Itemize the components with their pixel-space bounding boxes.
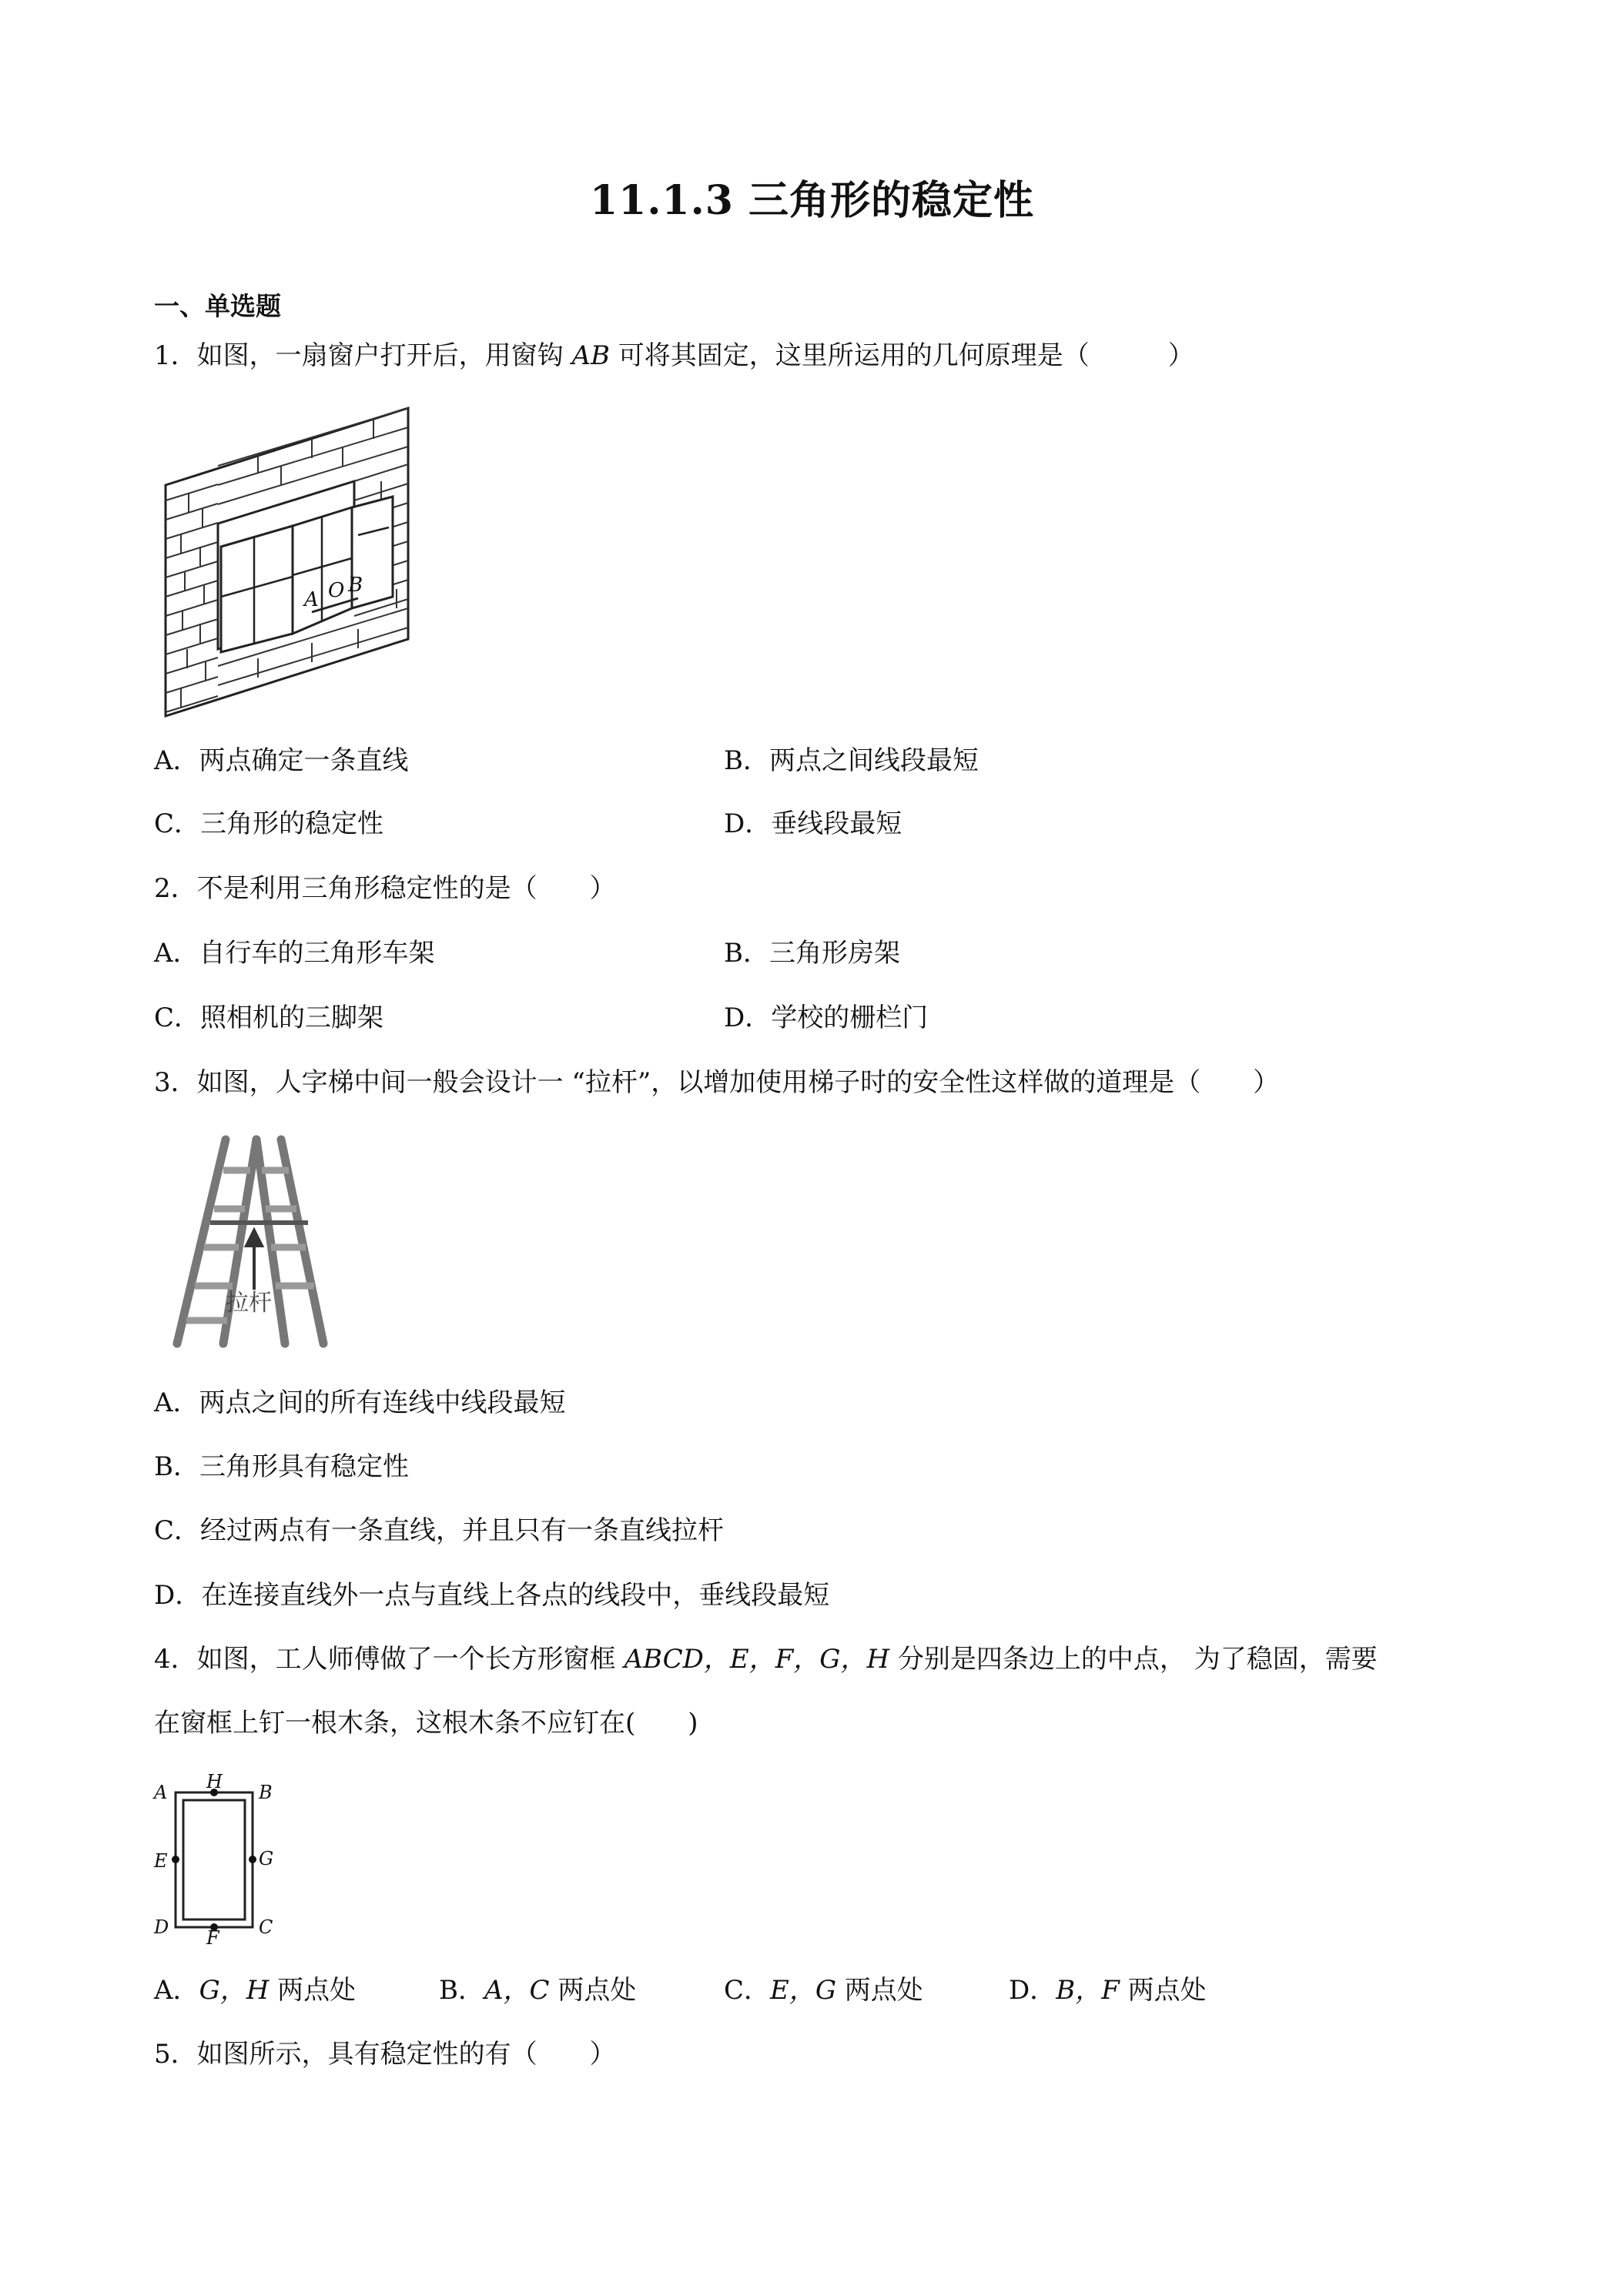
q4-option-a-letter: A． (154, 1975, 199, 2006)
q4-label-c: C (259, 1916, 273, 1938)
q2-option-b: B．三角形房架 (724, 938, 900, 969)
q3-option-b: B．三角形具有稳定性 (154, 1451, 409, 1482)
q4-option-d-vars: B，F (1056, 1975, 1120, 2006)
q2-option-c: C．照相机的三脚架 (154, 1002, 384, 1033)
q4-label-g: G (259, 1848, 274, 1869)
q4-option-b-vars: A，C (484, 1975, 550, 2006)
q1-option-d: D．垂线段最短 (724, 808, 902, 839)
q3-ladder-figure (166, 1132, 343, 1355)
q1-stem-post: 可将其固定，这里所运用的几何原理是（ ） (610, 340, 1194, 371)
q4-option-a (154, 1973, 356, 2007)
question-4-stem-line-1 (154, 1642, 1378, 1676)
q4-option-c-letter: C． (724, 1975, 771, 2006)
page-title: 11.1.3 三角形的稳定性 (589, 177, 1035, 224)
q4-option-d-text: 两点处 (1119, 1975, 1207, 2006)
q2-option-a: A．自行车的三角形车架 (154, 938, 435, 969)
q4-option-b-letter: B． (439, 1975, 484, 2006)
q4-option-c-vars: E，G (770, 1975, 836, 2006)
q1-label-b: B (348, 574, 363, 597)
q4-label-e: E (154, 1850, 168, 1872)
question-1-stem (154, 339, 1194, 373)
q2-option-d: D．学校的栅栏门 (724, 1002, 929, 1033)
q4-label-f: F (206, 1927, 219, 1944)
question-3-stem: 3．如图，人字梯中间一般会设计一 “拉杆”，以增加使用梯子时的安全性这样做的道理是（ ） (154, 1067, 1280, 1098)
q3-option-c: C．经过两点有一条直线，并且只有一条直线拉杆 (154, 1515, 725, 1546)
q1-label-o: O (328, 579, 345, 602)
q3-option-a: A．两点之间的所有连线中线段最短 (154, 1387, 566, 1418)
q4-option-c (724, 1973, 923, 2007)
q1-stem-var: AB (571, 340, 610, 371)
question-5-stem: 5．如图所示，具有稳定性的有（ ） (154, 2039, 616, 2070)
q3-option-d: D．在连接直线外一点与直线上各点的线段中，垂线段最短 (154, 1580, 830, 1611)
q4-option-c-text: 两点处 (836, 1975, 923, 2006)
q4-stem-vars: ABCD，E，F，G，H (624, 1644, 890, 1675)
q1-stem-pre: 1．如图，一扇窗户打开后，用窗钩 (154, 340, 572, 371)
q4-label-d: D (154, 1916, 169, 1938)
q1-label-a: A (304, 588, 319, 611)
q4-label-a: A (154, 1782, 168, 1803)
q3-figure-label: 拉杆 (226, 1290, 272, 1317)
question-2-stem: 2．不是利用三角形稳定性的是（ ） (154, 873, 616, 904)
q1-window-figure (158, 404, 424, 721)
q4-stem-pre: 4．如图，工人师傅做了一个长方形窗框 (154, 1644, 624, 1675)
q4-option-a-text: 两点处 (269, 1975, 357, 2006)
q1-option-c: C．三角形的稳定性 (154, 808, 384, 839)
q4-option-b-text: 两点处 (549, 1975, 637, 2006)
q4-option-b (439, 1973, 636, 2007)
section-heading: 一、单选题 (154, 291, 281, 321)
q1-option-b: B．两点之间线段最短 (724, 745, 979, 776)
q4-label-h: H (206, 1771, 223, 1792)
q4-stem-post: 分别是四条边上的中点， 为了稳固，需要 (889, 1644, 1378, 1675)
q4-option-d (1009, 1973, 1207, 2007)
question-4-stem-line-2: 在窗框上钉一根木条，这根木条不应钉在( ) (154, 1708, 698, 1739)
q1-option-a: A．两点确定一条直线 (154, 745, 409, 776)
q4-window-frame-figure (152, 1771, 287, 1944)
q4-option-a-vars: G，H (199, 1975, 270, 2006)
q4-label-b: B (259, 1782, 273, 1803)
q4-option-d-letter: D． (1009, 1975, 1056, 2006)
